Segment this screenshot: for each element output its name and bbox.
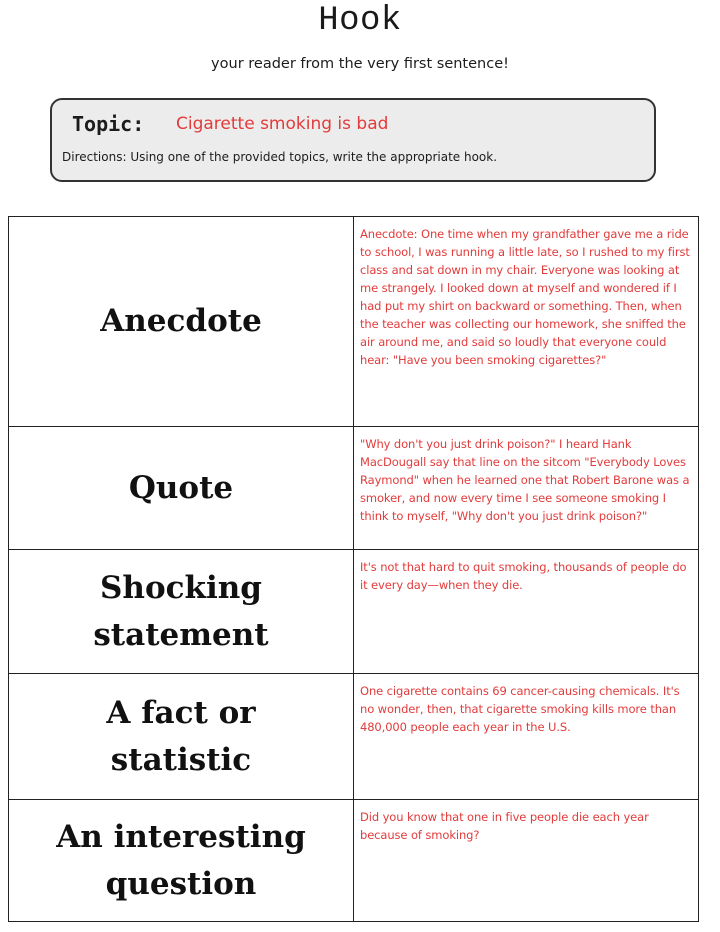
page-title: Hook: [318, 2, 402, 40]
hook-example-cell: [354, 674, 699, 800]
topic-label: Topic:: [72, 112, 145, 136]
hook-type-label-line1: Shocking: [100, 569, 262, 606]
hook-type-label-line1: An interesting: [56, 818, 306, 855]
table-row: [9, 217, 699, 427]
hook-type-cell: [9, 217, 354, 427]
hook-type-cell: [9, 674, 354, 800]
hook-example-text: Did you know that one in five people die each year because of smoking?: [360, 810, 649, 842]
topic-box: [50, 98, 656, 182]
hook-example-cell: [354, 427, 699, 550]
hook-type-cell: [9, 550, 354, 674]
hook-type-label-line2: question: [105, 865, 257, 902]
hook-example-text: It's not that hard to quit smoking, thousands of people do it every day—when they die.: [360, 560, 687, 592]
hook-example-cell: [354, 217, 699, 427]
hook-example-text: Anecdote: One time when my grandfather gave me a ride to school, I was running a little late, so I rushed to my first class and sat down in my chair. Everyone was looking at me strangely. I looked down at myself and wondered if I had put my shirt on backward or something. Then, when the teacher was collecting our homework, she sniffed the air around me, and said so loudly that everyone could hear: "Have you been smoking cigarettes?": [360, 227, 690, 367]
table-row: [9, 800, 699, 922]
hook-example-cell: [354, 800, 699, 922]
table-row: [9, 674, 699, 800]
hook-type-label-line2: statistic: [110, 741, 252, 778]
hook-type-label-line2: statement: [93, 616, 269, 653]
hook-type-cell: [9, 427, 354, 550]
table-row: [9, 427, 699, 550]
hook-type-label: Quote: [128, 469, 234, 506]
hook-example-text: One cigarette contains 69 cancer-causing chemicals. It's no wonder, then, that cigarette smoking kills more than 480,000 people each year in the U.S.: [360, 684, 680, 734]
directions-text: Directions: Using one of the provided topics, write the appropriate hook.: [62, 150, 498, 164]
hook-type-label-line1: A fact or: [106, 694, 256, 731]
hook-type-cell: [9, 800, 354, 922]
hook-type-label: Anecdote: [100, 303, 262, 339]
topic-value: Cigarette smoking is bad: [176, 114, 389, 134]
page-subtitle: your reader from the very first sentence!: [211, 56, 509, 72]
hook-example-cell: [354, 550, 699, 674]
hook-table: [8, 216, 699, 922]
table-row: [9, 550, 699, 674]
hook-example-text: "Why don't you just drink poison?" I heard Hank MacDougall say that line on the sitcom "Everybody Loves Raymond" when he learned one that Robert Barone was a smoker, and now every time I see someone smoking I think to myself, "Why don't you just drink poison?": [360, 437, 690, 523]
